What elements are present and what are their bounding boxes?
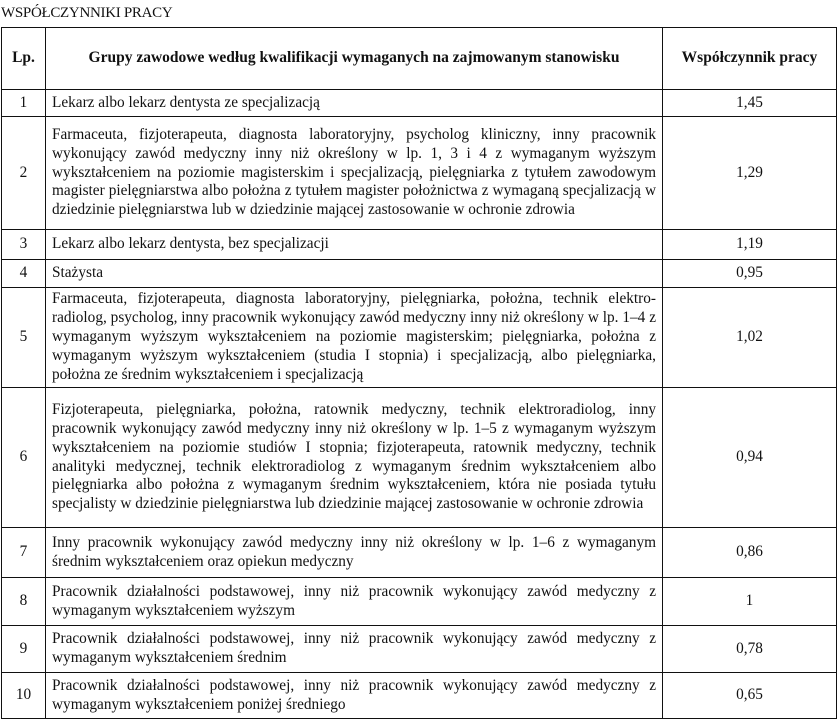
table-row <box>2 230 837 260</box>
occupation-group: Lekarz albo lekarz dentysta ze specjalizacją <box>46 90 663 117</box>
row-number: 6 <box>2 388 46 528</box>
occupation-group: Farmaceuta, fizjoterapeuta, diagnosta laboratoryjny, pielęgniarka, położna, technik elektroradiolog, psycholog, inny pracownik wykonujący zawód medyczny inny niż określony w lp. 1–4 z wymaganym wyższym wykształceniem na poziomie magisterskim; pielęgniarka, położna z wymaganym wyższym wykształceniem (studia I stopnia) i specjalizacją, albo pielęgniarka, położna ze średnim wykształceniem i specjalizacją <box>46 288 663 388</box>
row-number: 9 <box>2 626 46 673</box>
coefficient-value: 0,95 <box>663 260 837 288</box>
occupation-group: Pracownik działalności podstawowej, inny niż pracownik wykonujący zawód medyczny z wymaganym wykształceniem średnim <box>46 626 663 673</box>
coefficient-value: 1,02 <box>663 288 837 388</box>
header-groups: Grupy zawodowe według kwalifikacji wymaganych na zajmowanym stanowisku <box>46 28 663 90</box>
row-number: 7 <box>2 528 46 578</box>
row-number: 3 <box>2 230 46 260</box>
table-row <box>2 673 837 719</box>
occupation-group: Pracownik działalności podstawowej, inny niż pracownik wykonujący zawód medyczny z wymaganym wykształceniem poniżej średniego <box>46 673 663 719</box>
occupation-group: Pracownik działalności podstawowej, inny niż pracownik wykonujący zawód medyczny z wymaganym wykształceniem wyższym <box>46 578 663 626</box>
table-row <box>2 388 837 528</box>
table-row <box>2 578 837 626</box>
table-row <box>2 528 837 578</box>
occupation-group: Stażysta <box>46 260 663 288</box>
coefficient-value: 1,19 <box>663 230 837 260</box>
table-row <box>2 90 837 117</box>
header-lp: Lp. <box>2 28 46 90</box>
row-number: 2 <box>2 117 46 230</box>
row-number: 5 <box>2 288 46 388</box>
occupation-group: Fizjoterapeuta, pielęgniarka, położna, ratownik medyczny, technik elektroradiolog, inny pracownik wykonujący zawód medyczny inny niż określony w lp. 1–5 z wymaganym wyższym wykształceniem na poziomie studiów I stopnia; fizjoterapeuta, ratownik medyczny, technik analityki medycznej, technik elektroradiolog z wymaganym średnim wykształceniem albo pielęgniarka albo położna z wymaganym średnim wykształceniem, która nie posiada tytułu specjalisty w dziedzinie pielęgniarstwa lub dziedzinie mającej zastosowanie w ochronie zdrowia <box>46 388 663 528</box>
table-row <box>2 260 837 288</box>
table-header-row <box>2 28 837 90</box>
coefficient-value: 0,94 <box>663 388 837 528</box>
coefficient-value: 0,65 <box>663 673 837 719</box>
coefficient-value: 1,29 <box>663 117 837 230</box>
header-coefficient: Współczynnik pracy <box>663 28 837 90</box>
document-title: WSPÓŁCZYNNIKI PRACY <box>1 5 173 21</box>
occupation-group: Inny pracownik wykonujący zawód medyczny inny niż określony w lp. 1–6 z wymaganym średnim wykształceniem oraz opiekun medyczny <box>46 528 663 578</box>
table-row <box>2 626 837 673</box>
table-row <box>2 288 837 388</box>
work-coefficients-table <box>1 27 837 719</box>
coefficient-value: 0,86 <box>663 528 837 578</box>
row-number: 1 <box>2 90 46 117</box>
table-row <box>2 117 837 230</box>
row-number: 8 <box>2 578 46 626</box>
occupation-group: Lekarz albo lekarz dentysta, bez specjalizacji <box>46 230 663 260</box>
coefficient-value: 1 <box>663 578 837 626</box>
coefficient-value: 1,45 <box>663 90 837 117</box>
coefficient-value: 0,78 <box>663 626 837 673</box>
occupation-group: Farmaceuta, fizjoterapeuta, diagnosta laboratoryjny, psycholog kliniczny, inny pracownik wykonujący zawód medyczny inny niż określony w lp. 1, 3 i 4 z wymaganym wyższym wykształceniem na poziomie magisterskim i specjalizacją, pielęgniarka z tytułem zawodowym magister pielęgniarstwa albo położna z tytułem magister położnictwa z wymaganą specjalizacją w dziedzinie pielęgniarstwa lub w dziedzinie mającej zastosowanie w ochronie zdrowia <box>46 117 663 230</box>
row-number: 10 <box>2 673 46 719</box>
row-number: 4 <box>2 260 46 288</box>
